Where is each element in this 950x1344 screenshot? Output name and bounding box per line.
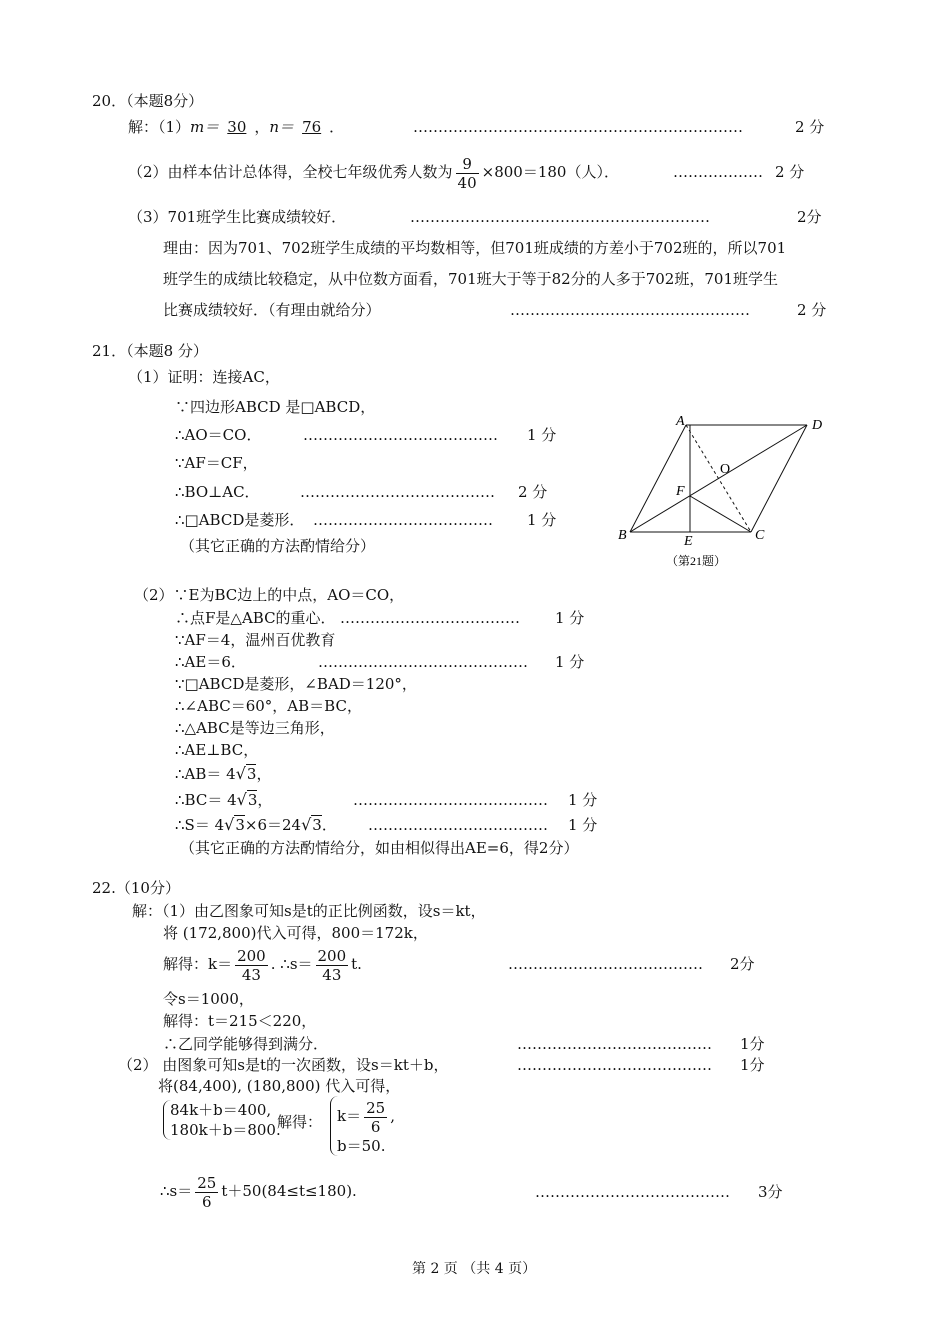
q21-part2-line4-dots: …………………………………… — [318, 653, 528, 671]
function-tail: t＋50(84≤t≤180). — [221, 1182, 357, 1200]
q20-part2-score: 2 分 — [775, 163, 805, 181]
q20-part2-tail: ×800＝180（人）． — [481, 163, 619, 181]
q22-line10-dots: ………………………………… — [535, 1183, 730, 1201]
comma: ， — [257, 791, 273, 809]
q21-part2-line9 — [175, 764, 271, 784]
ab-expression: ∴AB＝ 4 — [175, 765, 236, 783]
q21-part2-line5: ∵□ABCD是菱形，∠BAD＝120°， — [175, 675, 417, 693]
q22-line2: 将 (172,800)代入可得，800＝172k， — [163, 924, 428, 942]
q21-part2-note: （其它正确的方法酌情给分，如由相似得出AE=6，得2分） — [180, 839, 579, 857]
q21-line5: ∴BO⊥AC． — [175, 483, 260, 501]
radicand: 3 — [312, 816, 322, 834]
q21-part2-line7: ∴△ABC是等边三角形， — [175, 719, 335, 737]
fraction-numerator: 25 — [366, 1098, 386, 1117]
q20-part1-prefix: 解：（1） — [128, 118, 191, 136]
fraction-denominator: 6 — [202, 1192, 212, 1211]
label-D: D — [812, 418, 823, 433]
radicand: 3 — [246, 765, 257, 783]
q22-line3-dots: ………………………………… — [508, 955, 703, 973]
q20-part3-dots: …………………………………………………… — [410, 208, 710, 226]
sqrt-sign: √ — [301, 815, 312, 834]
fraction-numerator: 200 — [237, 946, 266, 965]
equation-system-2 — [330, 1096, 395, 1156]
q21-line4: ∵AF＝CF， — [175, 454, 258, 472]
q22-line4: 令s＝1000， — [163, 990, 254, 1008]
q21-part2-line8: ∴AE⊥BC， — [175, 741, 259, 759]
edge-AB — [630, 425, 686, 532]
solve-label: 解得： — [277, 1113, 323, 1131]
q20-header: 20．（本题8分） — [92, 92, 204, 110]
q21-part2-line10-score: 1 分 — [568, 791, 598, 809]
fraction-numerator: 9 — [456, 155, 479, 174]
q21-line6: ∴□ABCD是菱形． — [175, 511, 305, 529]
q21-part2-line6: ∴∠ABC＝60°，AB＝BC， — [175, 697, 362, 715]
label-O: O — [720, 462, 731, 477]
separator: ， — [254, 118, 270, 136]
n-value: 76 — [302, 118, 322, 136]
fraction-denominator: 40 — [457, 173, 477, 192]
radicand: 3 — [247, 791, 258, 809]
q21-line1: （1）证明：连接AC， — [128, 368, 280, 386]
q22-line3-score: 2分 — [730, 955, 755, 973]
equation-system-1 — [163, 1100, 281, 1140]
q22-line6: ∴乙同学能够得到满分． — [163, 1035, 329, 1053]
q21-line6-score: 1 分 — [527, 511, 557, 529]
q20-reason-score: 2 分 — [797, 301, 827, 319]
q21-line6-dots: ……………………………… — [313, 511, 493, 529]
m-label: m＝ — [190, 118, 220, 136]
rhombus-figure — [600, 405, 840, 575]
q20-part2-text: （2）由样本估计总体得，全校七年级优秀人数为 — [128, 163, 453, 181]
q20-part2-dots: ……………… — [673, 163, 763, 181]
label-B: B — [618, 528, 627, 543]
q21-header: 21．（本题8 分） — [92, 342, 208, 360]
equation-2: 180k＋b＝800. — [170, 1121, 281, 1139]
q20-part2 — [128, 152, 619, 192]
k-label: k＝ — [337, 1107, 362, 1125]
q21-part2-line11 — [175, 815, 337, 835]
q22-line1: 解：（1）由乙图象可知s是t的正比例函数，设s＝kt， — [132, 902, 486, 920]
area-expression: ∴S＝ 4 — [175, 816, 225, 834]
fraction — [235, 947, 268, 984]
q21-part2-line10-dots: ………………………………… — [353, 791, 548, 809]
m-value: 30 — [227, 118, 247, 136]
q21-part2-line11-dots: ……………………………… — [368, 816, 548, 834]
solution-k — [337, 1096, 395, 1136]
q22-line10-score: 3分 — [758, 1183, 783, 1201]
label-C: C — [755, 528, 765, 543]
solve-k: 解得：k＝ — [163, 955, 233, 973]
fraction — [195, 1174, 218, 1211]
q21-part2-line2-score: 1 分 — [555, 609, 585, 627]
q21-part2-line3: ∵AF＝4，温州百优教育 — [175, 631, 336, 649]
q22-line6-score: 1分 — [740, 1035, 765, 1053]
edge-CD — [751, 425, 807, 532]
q21-note1: （其它正确的方法酌情给分） — [180, 537, 376, 555]
area-mid: ×6＝24 — [244, 816, 302, 834]
q20-part1-dots: ………………………………………………………… — [413, 118, 743, 136]
q21-line3: ∴AO＝CO． — [175, 426, 262, 444]
t-variable: t. — [351, 955, 362, 973]
q22-line7-dots: ………………………………… — [517, 1056, 712, 1074]
q20-reason-line1: 理由：因为701、702班学生成绩的平均数相等，但701班成绩的方差小于702班的，所以701 — [163, 239, 787, 257]
fraction — [316, 947, 349, 984]
system-brace — [330, 1096, 395, 1156]
q22-line7-score: 1分 — [740, 1056, 765, 1074]
period: ． — [329, 118, 345, 136]
fraction — [364, 1099, 387, 1136]
label-A: A — [676, 414, 685, 429]
fraction-numerator: 25 — [197, 1173, 217, 1192]
sqrt-sign: √ — [224, 815, 235, 834]
q21-part2-line11-score: 1 分 — [568, 816, 598, 834]
q22-header: 22.（10分） — [92, 879, 180, 897]
fraction-denominator: 6 — [370, 1117, 381, 1136]
system-brace — [163, 1100, 281, 1140]
q20-part3-score: 2分 — [797, 208, 822, 226]
label-E: E — [684, 534, 693, 549]
q21-part2-line10 — [175, 790, 272, 810]
label-F: F — [676, 484, 685, 499]
q21-part2-line2-dots: ……………………………… — [340, 609, 520, 627]
q22-line8: 将(84,400), (180,800) 代入可得， — [158, 1077, 401, 1095]
comma: ， — [256, 765, 272, 783]
sqrt-sign: √ — [236, 790, 247, 809]
q20-reason-dots: ………………………………………… — [510, 301, 750, 319]
sqrt-sign: √ — [235, 764, 246, 783]
fraction — [456, 155, 479, 192]
solution-b: b＝50. — [337, 1137, 386, 1155]
radicand: 3 — [235, 816, 245, 834]
q20-reason-line3: 比赛成绩较好．（有理由就给分） — [163, 301, 381, 319]
q21-line5-score: 2 分 — [518, 483, 548, 501]
q20-part1-score: 2 分 — [795, 118, 825, 136]
q20-part1 — [128, 117, 344, 137]
q22-line3 — [163, 943, 362, 985]
q22-line5: 解得：t＝215＜220， — [163, 1012, 317, 1030]
q21-part2-line4-score: 1 分 — [555, 653, 585, 671]
therefore-s: . ∴s＝ — [270, 955, 313, 973]
bc-expression: ∴BC＝ 4 — [175, 791, 237, 809]
segment-FC — [690, 496, 751, 532]
n-label: n＝ — [269, 118, 295, 136]
figure-caption: （第21题） — [666, 554, 727, 568]
fraction-numerator: 200 — [317, 946, 347, 965]
therefore-s: ∴s＝ — [160, 1182, 193, 1200]
q22-line10 — [160, 1170, 357, 1212]
q21-line5-dots: ………………………………… — [300, 483, 495, 501]
q21-part2-line1: （2）∵E为BC边上的中点，AO＝CO， — [134, 586, 405, 604]
comma: , — [390, 1107, 395, 1125]
q20-part3: （3）701班学生比赛成绩较好． — [128, 208, 347, 226]
equation-1: 84k＋b＝400, — [170, 1101, 272, 1119]
page-footer: 第 2 页 （共 4 页） — [412, 1261, 537, 1277]
period: ． — [321, 816, 337, 834]
q21-part2-line2: ∴点F是△ABC的重心． — [175, 609, 336, 627]
q21-line3-dots: ………………………………… — [303, 426, 498, 444]
diagonal-BD — [630, 425, 807, 532]
fraction-denominator: 43 — [241, 965, 261, 984]
q21-line2: ∵四边形ABCD 是□ABCD， — [175, 398, 376, 416]
q21-line3-score: 1 分 — [527, 426, 557, 444]
fraction-denominator: 43 — [322, 965, 342, 984]
q21-part2-line4: ∴AE＝6． — [175, 653, 246, 671]
q22-line6-dots: ………………………………… — [517, 1035, 712, 1053]
q22-line7: （2） 由图象可知s是t的一次函数，设s＝kt＋b， — [118, 1056, 449, 1074]
q20-reason-line2: 班学生的成绩比较稳定，从中位数方面看，701班大于等于82分的人多于702班，701班学生 — [163, 270, 778, 288]
